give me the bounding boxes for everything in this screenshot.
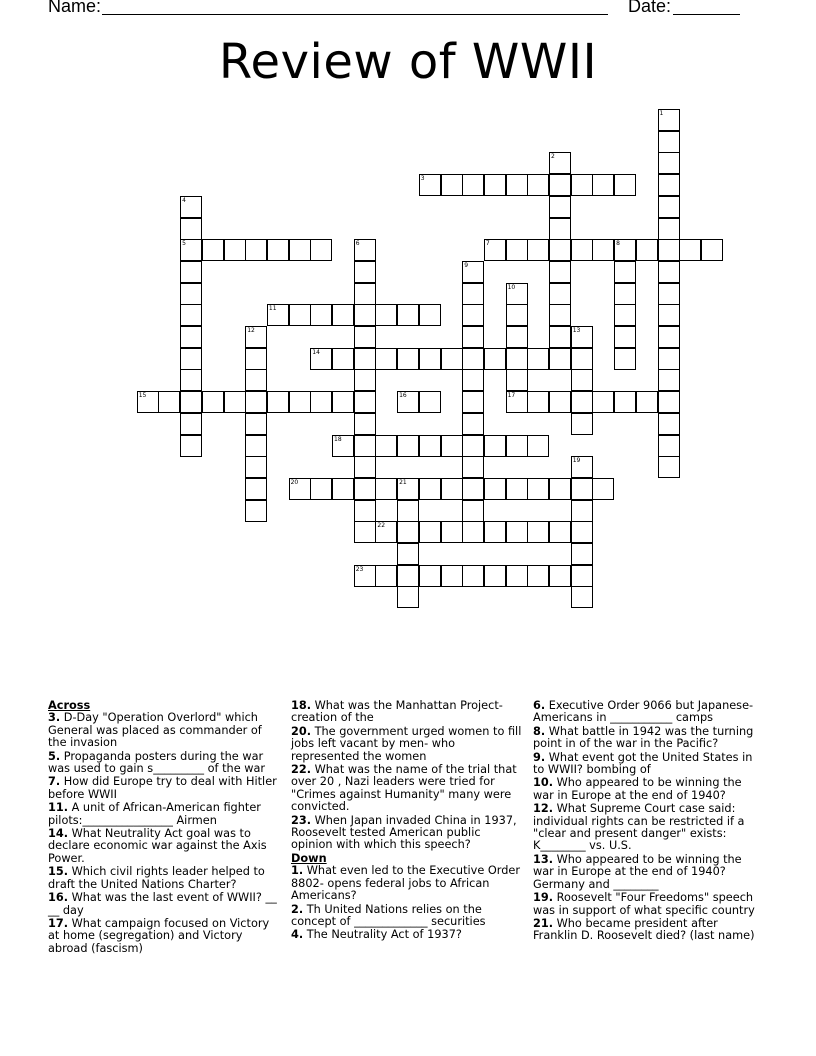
clue-item-text: Th United Nations relies on the concept of _____________ securities — [291, 902, 486, 928]
crossword-cell[interactable] — [506, 348, 528, 370]
crossword-cell[interactable] — [506, 369, 528, 391]
crossword-cell[interactable] — [549, 152, 571, 174]
date-label: Date: — [628, 0, 672, 16]
clue-item-number: 17. — [48, 916, 69, 930]
crossword-cell[interactable] — [658, 304, 680, 326]
crossword-cell[interactable] — [462, 456, 484, 478]
crossword-cell[interactable] — [224, 391, 246, 413]
clue-number: 15 — [138, 392, 147, 400]
crossword-cell[interactable] — [701, 239, 723, 261]
clue-number: 7 — [485, 240, 490, 248]
crossword-cell[interactable] — [636, 239, 658, 261]
crossword-cell[interactable] — [462, 174, 484, 196]
crossword-cell[interactable] — [527, 174, 549, 196]
crossword-cell[interactable] — [397, 435, 419, 457]
crossword-cell[interactable] — [354, 391, 376, 413]
crossword-cell[interactable] — [202, 239, 224, 261]
crossword-cell[interactable] — [245, 391, 267, 413]
clue-item-text: A unit of African-American fighter pilots:________________ Airmen — [48, 801, 261, 827]
crossword-cell[interactable] — [658, 413, 680, 435]
crossword-cell[interactable] — [549, 478, 571, 500]
clue-item-text: Executive Order 9066 but Japanese-Americans in ___________ camps — [533, 699, 754, 725]
crossword-cell[interactable] — [571, 174, 593, 196]
crossword-cell[interactable] — [419, 348, 441, 370]
crossword-cell[interactable] — [397, 500, 419, 522]
crossword-cell[interactable] — [180, 283, 202, 305]
crossword-cell[interactable] — [245, 456, 267, 478]
crossword-cell[interactable] — [354, 239, 376, 261]
crossword-cell[interactable] — [462, 326, 484, 348]
crossword-cell[interactable] — [310, 391, 332, 413]
crossword-cell[interactable] — [419, 391, 441, 413]
crossword-cell[interactable] — [484, 239, 506, 261]
crossword-cell[interactable] — [375, 521, 397, 543]
clue-number: 1 — [659, 110, 664, 117]
crossword-cell[interactable] — [462, 369, 484, 391]
crossword-cell[interactable] — [332, 391, 354, 413]
crossword-cell[interactable] — [614, 348, 636, 370]
crossword-cell[interactable] — [506, 174, 528, 196]
crossword-cell[interactable] — [527, 239, 549, 261]
crossword-cell[interactable] — [506, 478, 528, 500]
crossword-cell[interactable] — [658, 369, 680, 391]
crossword-cell[interactable] — [506, 565, 528, 587]
crossword-cell[interactable] — [462, 413, 484, 435]
clue-item — [533, 803, 763, 853]
crossword-cell[interactable] — [354, 283, 376, 305]
clue-item-text: What Neutrality Act goal was to declare economic war against the Axis Power. — [48, 827, 267, 865]
clue-item-number: 21. — [533, 916, 554, 930]
clue-number: 3 — [420, 175, 425, 183]
clue-item-number: 23. — [291, 813, 312, 827]
clue-item-number: 16. — [48, 891, 69, 905]
clue-item — [48, 776, 278, 801]
crossword-cell[interactable] — [419, 435, 441, 457]
clue-item-text: Who appeared to be winning the war in Europe at the end of 1940? Germany and ________ — [533, 852, 742, 891]
clue-item — [291, 700, 523, 725]
clue-number: 12 — [247, 327, 255, 334]
crossword-cell[interactable] — [245, 413, 267, 435]
clue-item-number: 1. — [291, 864, 304, 878]
clue-number: 4 — [182, 196, 186, 204]
crossword-cell[interactable] — [245, 500, 267, 522]
clue-item-text: Which civil rights leader helped to draft the United Nations Charter? — [48, 865, 265, 891]
clue-item-number: 19. — [533, 891, 554, 905]
clue-item-text: What campaign focused on Victory at home (segregation) and Victory abroad (fascism) — [48, 916, 270, 955]
crossword-cell[interactable] — [462, 565, 484, 587]
clue-item — [533, 700, 763, 725]
crossword-cell[interactable] — [614, 239, 636, 261]
crossword-cell[interactable] — [571, 543, 593, 565]
crossword-cell[interactable] — [571, 586, 593, 608]
clue-item-text: Propaganda posters during the war was used to gain s_________ of the war — [48, 749, 266, 776]
clues-heading: Down — [291, 851, 327, 865]
crossword-cell[interactable] — [180, 326, 202, 348]
clues-heading: Across — [48, 699, 91, 712]
crossword-cell[interactable] — [549, 261, 571, 283]
clue-item — [48, 828, 278, 865]
clue-number: 6 — [355, 240, 360, 248]
crossword-cell[interactable] — [419, 521, 441, 543]
crossword-cell[interactable] — [614, 261, 636, 283]
clue-number: 2 — [551, 153, 555, 161]
crossword-cell[interactable] — [419, 565, 441, 587]
crossword-cell[interactable] — [180, 413, 202, 435]
crossword-cell[interactable] — [571, 478, 593, 500]
crossword-cell[interactable] — [527, 435, 549, 457]
crossword-cell[interactable] — [289, 304, 311, 326]
clue-item-text: Who appeared to be winning the war in Europe at the end of 1940? — [533, 776, 742, 802]
crossword-cell[interactable] — [267, 391, 289, 413]
crossword-cell[interactable] — [397, 565, 419, 587]
clue-item — [533, 726, 763, 751]
crossword-cell[interactable] — [506, 304, 528, 326]
crossword-cell[interactable] — [310, 304, 332, 326]
crossword-cell[interactable] — [549, 391, 571, 413]
clue-item-text: D-Day "Operation Overlord" which General was placed as commander of the invasion — [48, 711, 262, 750]
crossword-cell[interactable] — [202, 391, 224, 413]
crossword-cell[interactable] — [354, 500, 376, 522]
crossword-cell[interactable] — [484, 174, 506, 196]
crossword-cell[interactable] — [484, 521, 506, 543]
crossword-cell[interactable] — [267, 304, 289, 326]
crossword-cell[interactable] — [549, 218, 571, 240]
clue-number: 9 — [464, 261, 469, 269]
clue-item-text: Roosevelt "Four Freedoms" speech was in support of what specific country — [533, 891, 755, 917]
crossword-cell[interactable] — [224, 239, 246, 261]
crossword-cell[interactable] — [571, 565, 593, 587]
clue-item — [533, 918, 763, 943]
crossword-cell[interactable] — [245, 326, 267, 348]
crossword-cell[interactable] — [462, 478, 484, 500]
clue-item — [48, 751, 278, 776]
crossword-cell[interactable] — [549, 326, 571, 348]
crossword-cell[interactable] — [441, 478, 463, 500]
crossword-cell[interactable] — [658, 456, 680, 478]
crossword-cell[interactable] — [397, 521, 419, 543]
crossword-cell[interactable] — [571, 413, 593, 435]
crossword-cell[interactable] — [289, 478, 311, 500]
clue-item-text: What was the name of the trial that over 20 , Nazi leaders were tried for "Crimes against Humanity" many were convicted. — [291, 763, 517, 814]
clue-number: 17 — [507, 392, 516, 400]
clue-item-number: 22. — [291, 763, 312, 777]
crossword-cell[interactable] — [397, 478, 419, 500]
crossword-cell[interactable] — [592, 239, 614, 261]
clue-item-number: 18. — [291, 699, 312, 712]
crossword-cell[interactable] — [658, 261, 680, 283]
crossword-cell[interactable] — [310, 239, 332, 261]
crossword-cell[interactable] — [571, 500, 593, 522]
crossword-cell[interactable] — [506, 435, 528, 457]
clue-number: 11 — [268, 305, 277, 313]
crossword-cell[interactable] — [397, 391, 419, 413]
crossword-cell[interactable] — [397, 543, 419, 565]
crossword-cell[interactable] — [332, 304, 354, 326]
crossword-cell[interactable] — [658, 326, 680, 348]
clue-item-text: What was the Manhattan Project- creation of the — [291, 699, 503, 725]
crossword-cell[interactable] — [462, 435, 484, 457]
crossword-cell[interactable] — [354, 326, 376, 348]
crossword-cell[interactable] — [375, 565, 397, 587]
clue-item-text: The government urged women to fill jobs left vacant by men- who represented the women — [291, 724, 522, 763]
crossword-cell[interactable] — [571, 391, 593, 413]
clue-item — [48, 892, 278, 917]
crossword-cell[interactable] — [245, 348, 267, 370]
crossword-cell[interactable] — [354, 304, 376, 326]
clue-item — [533, 854, 763, 891]
clue-item-number: 7. — [48, 775, 61, 789]
crossword-cell[interactable] — [441, 521, 463, 543]
crossword-cell[interactable] — [549, 521, 571, 543]
clue-item — [48, 712, 278, 749]
crossword-cell[interactable] — [527, 521, 549, 543]
clues-column-3 — [533, 700, 763, 944]
clue-item-number: 11. — [48, 801, 69, 815]
crossword-cell[interactable] — [571, 326, 593, 348]
crossword-cell[interactable] — [267, 239, 289, 261]
clue-item — [48, 918, 278, 955]
crossword-cell[interactable] — [397, 348, 419, 370]
clue-item-text: The Neutrality Act of 1937? — [303, 928, 462, 942]
crossword-cell[interactable] — [441, 435, 463, 457]
crossword-cell[interactable] — [527, 478, 549, 500]
crossword-cell[interactable] — [658, 196, 680, 218]
clue-item-number: 15. — [48, 865, 69, 879]
crossword-cell[interactable] — [527, 565, 549, 587]
crossword-cell[interactable] — [614, 283, 636, 305]
crossword-cell[interactable] — [332, 478, 354, 500]
crossword-cell[interactable] — [180, 435, 202, 457]
crossword-cell[interactable] — [592, 174, 614, 196]
crossword-cell[interactable] — [180, 239, 202, 261]
clue-item-text: When Japan invaded China in 1937, Roosevelt tested American public opinion with which this speech? — [291, 813, 517, 852]
crossword-cell[interactable] — [549, 348, 571, 370]
clue-item — [533, 752, 763, 777]
crossword-cell[interactable] — [441, 565, 463, 587]
crossword-cell[interactable] — [506, 283, 528, 305]
crossword-cell[interactable] — [462, 304, 484, 326]
clue-item — [533, 777, 763, 802]
crossword-cell[interactable] — [462, 500, 484, 522]
clue-item — [291, 904, 523, 929]
crossword-cell[interactable] — [354, 435, 376, 457]
crossword-cell[interactable] — [180, 391, 202, 413]
clue-item-number: 20. — [291, 724, 312, 738]
crossword-cell[interactable] — [658, 283, 680, 305]
crossword-cell[interactable] — [245, 478, 267, 500]
crossword-cell[interactable] — [397, 304, 419, 326]
clue-number: 20 — [290, 478, 299, 486]
crossword-cell[interactable] — [419, 174, 441, 196]
crossword-cell[interactable] — [658, 348, 680, 370]
clue-number: 22 — [377, 522, 386, 530]
crossword-cell[interactable] — [658, 109, 680, 131]
clue-item — [291, 726, 523, 763]
crossword-cell[interactable] — [419, 304, 441, 326]
clues-column-1 — [48, 700, 278, 956]
crossword-cell[interactable] — [549, 304, 571, 326]
crossword-cell[interactable] — [245, 435, 267, 457]
clue-number: 23 — [355, 565, 364, 573]
clue-item-number: 8. — [533, 724, 546, 738]
clue-item — [291, 764, 523, 814]
clue-item-text: What battle in 1942 was the turning point in of the war in the Pacific? — [533, 724, 754, 751]
clue-item — [48, 866, 278, 891]
crossword-cell[interactable] — [441, 348, 463, 370]
crossword-cell[interactable] — [571, 369, 593, 391]
crossword-cell[interactable] — [180, 304, 202, 326]
crossword-cell[interactable] — [658, 152, 680, 174]
crossword-cell[interactable] — [375, 348, 397, 370]
clue-item — [291, 929, 523, 941]
crossword-cell[interactable] — [549, 196, 571, 218]
crossword-cell[interactable] — [397, 586, 419, 608]
crossword-cell[interactable] — [354, 565, 376, 587]
crossword-cell[interactable] — [462, 391, 484, 413]
crossword-cell[interactable] — [571, 456, 593, 478]
crossword-cell[interactable] — [245, 239, 267, 261]
crossword-cell[interactable] — [658, 239, 680, 261]
crossword-cell[interactable] — [592, 391, 614, 413]
clue-item — [48, 802, 278, 827]
crossword-cell[interactable] — [484, 348, 506, 370]
crossword-cell[interactable] — [614, 304, 636, 326]
crossword-cell[interactable] — [354, 478, 376, 500]
crossword-cell[interactable] — [462, 348, 484, 370]
crossword-cell[interactable] — [441, 174, 463, 196]
clues-column-2 — [291, 700, 523, 943]
clue-item-text: What Supreme Court case said: individual rights can be restricted if a "clear and present danger" exists: K________ vs. U.S. — [533, 802, 745, 853]
crossword-cell[interactable] — [310, 348, 332, 370]
clue-item-text: Who became president after Franklin D. Roosevelt died? (last name) — [533, 916, 755, 943]
crossword-cell[interactable] — [419, 478, 441, 500]
clue-item-number: 2. — [291, 902, 304, 916]
crossword-cell[interactable] — [549, 174, 571, 196]
clue-item-number: 5. — [48, 749, 61, 763]
crossword-cell[interactable] — [527, 391, 549, 413]
crossword-cell[interactable] — [462, 521, 484, 543]
clue-item — [291, 815, 523, 852]
clue-item — [533, 892, 763, 917]
crossword-cell[interactable] — [658, 174, 680, 196]
crossword-cell[interactable] — [289, 391, 311, 413]
crossword-cell[interactable] — [571, 348, 593, 370]
crossword-cell[interactable] — [658, 391, 680, 413]
crossword-cell[interactable] — [180, 196, 202, 218]
clue-item-number: 3. — [48, 711, 61, 725]
crossword-cell[interactable] — [571, 239, 593, 261]
crossword-cell[interactable] — [484, 478, 506, 500]
crossword-cell[interactable] — [658, 218, 680, 240]
clue-item-number: 6. — [533, 699, 546, 712]
crossword-cell[interactable] — [158, 391, 180, 413]
crossword-cell[interactable] — [354, 456, 376, 478]
crossword-cell[interactable] — [462, 283, 484, 305]
crossword-cell[interactable] — [506, 326, 528, 348]
clue-item-number: 13. — [533, 852, 554, 866]
clue-number: 21 — [399, 478, 407, 486]
crossword-cell[interactable] — [484, 435, 506, 457]
crossword-cell[interactable] — [180, 218, 202, 240]
crossword-cell[interactable] — [137, 391, 159, 413]
clue-item-number: 14. — [48, 827, 69, 841]
crossword-cell[interactable] — [289, 239, 311, 261]
clue-number: 16 — [399, 392, 407, 400]
crossword-cell[interactable] — [354, 413, 376, 435]
crossword-cell[interactable] — [332, 348, 354, 370]
clue-item-text: What event got the United States in to WWII? bombing of — [533, 750, 753, 777]
crossword-cell[interactable] — [180, 261, 202, 283]
clue-item-text: What even led to the Executive Order 8802- opens federal jobs to African Americans? — [291, 864, 520, 903]
crossword-cell[interactable] — [245, 369, 267, 391]
crossword-cell[interactable] — [375, 478, 397, 500]
crossword-cell[interactable] — [549, 283, 571, 305]
clue-item-number: 4. — [291, 928, 304, 942]
crossword-cell[interactable] — [506, 521, 528, 543]
clue-item-text: How did Europe try to deal with Hitler before WWII — [48, 775, 277, 801]
clue-item-text: What was the last event of WWII? __ __ day — [48, 891, 277, 917]
clue-number: 14 — [312, 348, 320, 356]
crossword-cell[interactable] — [571, 521, 593, 543]
clue-item-number: 9. — [533, 750, 546, 764]
clue-number: 13 — [572, 327, 581, 334]
crossword-cell[interactable] — [636, 391, 658, 413]
crossword-cell[interactable] — [549, 239, 571, 261]
crossword-cell[interactable] — [375, 304, 397, 326]
crossword-cell[interactable] — [592, 478, 614, 500]
page-title: Review of WWII — [218, 34, 598, 90]
clue-number: 8 — [616, 240, 620, 248]
crossword-cell[interactable] — [354, 261, 376, 283]
crossword-cell[interactable] — [658, 131, 680, 153]
clue-item-number: 12. — [533, 802, 554, 816]
crossword-cell[interactable] — [506, 239, 528, 261]
crossword-cell[interactable] — [462, 261, 484, 283]
crossword-cell[interactable] — [332, 435, 354, 457]
crossword-cell[interactable] — [658, 435, 680, 457]
crossword-cell[interactable] — [527, 348, 549, 370]
crossword-cell[interactable] — [614, 391, 636, 413]
crossword-cell[interactable] — [549, 565, 571, 587]
crossword-cell[interactable] — [506, 391, 528, 413]
crossword-cell[interactable] — [354, 369, 376, 391]
crossword-cell[interactable] — [180, 348, 202, 370]
crossword-cell[interactable] — [375, 435, 397, 457]
clue-item-number: 10. — [533, 776, 554, 790]
crossword-cell[interactable] — [614, 326, 636, 348]
crossword-cell[interactable] — [484, 565, 506, 587]
clue-number: 10 — [507, 283, 516, 291]
crossword-cell[interactable] — [354, 521, 376, 543]
clue-item — [291, 865, 523, 902]
name-label: Name: — [48, 0, 102, 16]
crossword-cell[interactable] — [180, 369, 202, 391]
clue-number: 18 — [334, 435, 342, 443]
crossword-cell[interactable] — [679, 239, 701, 261]
clue-number: 19 — [572, 457, 581, 465]
crossword-cell[interactable] — [310, 478, 332, 500]
crossword-cell[interactable] — [354, 348, 376, 370]
crossword-cell[interactable] — [614, 174, 636, 196]
clue-number: 5 — [182, 240, 186, 248]
